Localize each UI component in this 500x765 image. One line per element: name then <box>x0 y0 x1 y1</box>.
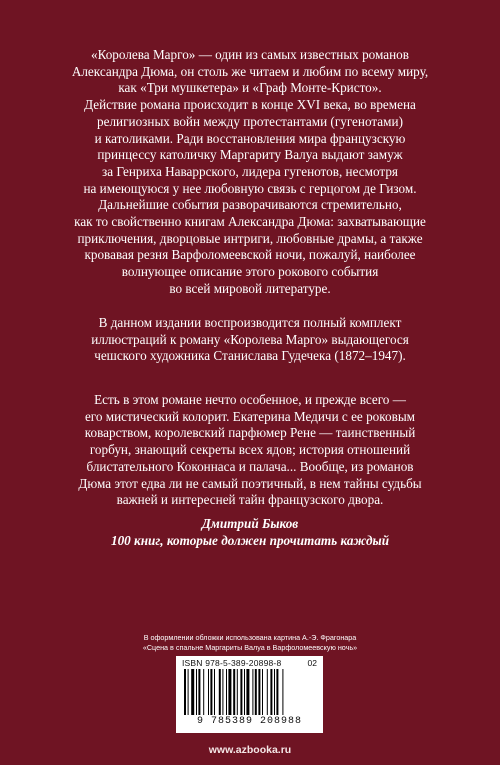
barcode-bar <box>222 669 223 715</box>
barcode-bar <box>246 669 249 715</box>
barcode-bar <box>228 669 231 715</box>
barcode-bar <box>210 669 212 715</box>
barcode-bar <box>244 669 245 715</box>
text-line: В данном издании воспроизводится полный комплект <box>98 315 402 330</box>
barcode-bar <box>198 669 200 715</box>
barcode-box <box>176 656 323 733</box>
barcode-bar <box>184 669 186 715</box>
text-line: Александра Дюма, он столь же читаем и любим по всему миру, <box>71 63 429 79</box>
text-line: за Генриха Наваррского, лидера гугенотов, несмотря <box>102 163 398 179</box>
edition-note <box>60 315 440 365</box>
text-line: на имеющуюся у нее любовную связь с герцогом де Гизом. <box>83 180 417 196</box>
isbn-label: ISBN 978-5-389-20898-8 <box>182 658 282 668</box>
barcode-bar <box>258 669 260 715</box>
barcode-bar <box>188 669 189 715</box>
barcode-bar <box>270 669 272 715</box>
text-line: важней и интересней тайн французского двора. <box>116 492 384 508</box>
text-line: во всей мировой литературе. <box>169 280 331 296</box>
barcode-bar <box>219 669 221 715</box>
barcode-bar <box>267 669 268 715</box>
barcode-bar <box>214 669 215 715</box>
barcode-bars <box>184 669 315 715</box>
text-line: принцессу католичку Маргариту Валуа выдают замуж <box>97 147 403 163</box>
review-quote <box>60 392 440 509</box>
quote-source: 100 книг, которые должен прочитать каждый <box>110 533 390 548</box>
text-line: «Сцена в спальне Маргариты Валуа в Варфоломеевскую ночь» <box>142 642 358 652</box>
text-line: блистательного Коконнаса и палача... Вообще, из романов <box>86 458 414 474</box>
text-line: как то свойственно книгам Александра Дюма: захватывающие <box>74 214 426 230</box>
text-line: его мистический колорит. Екатерина Медичи с ее роковым <box>84 408 416 424</box>
text-line: иллюстраций к роману «Королева Марго» выдающегося <box>91 331 409 347</box>
isbn-suffix: 02 <box>307 658 317 668</box>
text-line: религиозных войн между протестантами (гугенотами) <box>97 113 403 129</box>
barcode-bar <box>252 669 253 715</box>
text-line: чешского художника Станислава Гудечека (1872–1947). <box>94 348 406 364</box>
text-line: Действие романа происходит в конце XVI века, во времена <box>84 97 416 113</box>
website-link[interactable]: www.azbooka.ru <box>208 744 292 756</box>
text-line: Дальнейшие события разворачиваются стремительно, <box>98 197 402 213</box>
text-line: коварством, королевский парфюмер Рене — таинственный <box>84 425 416 441</box>
text-line: и католиками. Ради восстановления мира французскую <box>94 130 406 146</box>
barcode-bar <box>203 669 204 715</box>
cover-art-credit <box>120 633 380 652</box>
text-line: волнующее описание этого рокового события <box>121 264 379 280</box>
barcode-bar <box>282 669 283 715</box>
text-line: «Королева Марго» — один из самых известных романов <box>90 47 409 62</box>
text-line: приключения, дворцовые интриги, любовные драмы, а также <box>77 230 423 246</box>
barcode-bar <box>233 669 235 715</box>
quote-author: Дмитрий Быков <box>201 516 299 531</box>
ean-digits: 9 785389 208988 <box>196 716 302 727</box>
barcode-bar <box>196 669 197 715</box>
barcode-bar <box>237 669 238 715</box>
barcode-bar <box>240 669 242 715</box>
text-line: горбун, знающий секреты всех ядов; история отношений <box>89 442 411 458</box>
barcode-bar <box>255 669 257 715</box>
text-line: Есть в этом романе нечто особенное, и прежде всего — <box>94 392 406 407</box>
barcode-bar <box>274 669 275 715</box>
barcode-bar <box>191 669 194 715</box>
text-line: кровавая резня Варфоломеевской ночи, пожалуй, наиболее <box>84 247 416 263</box>
text-line: Дюма этот едва ли не самый поэтичный, в нем тайны судьбы <box>78 475 422 491</box>
barcode-bar <box>208 669 209 715</box>
text-line: В оформлении обложки использована картина А.-Э. Фрагонара <box>143 633 357 642</box>
text-line: как «Три мушкетера» и «Граф Монте-Кристо». <box>118 80 382 96</box>
annotation-paragraph <box>60 47 440 298</box>
barcode-bar <box>262 669 263 715</box>
barcode-bar <box>276 669 278 715</box>
barcode-bar <box>226 669 227 715</box>
